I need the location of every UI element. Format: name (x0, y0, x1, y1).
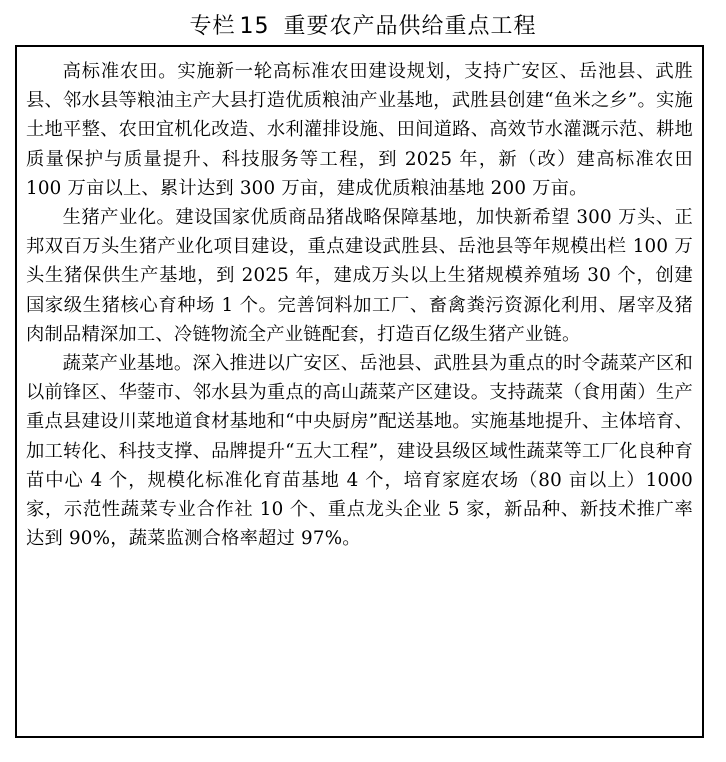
paragraph-pig-industrialization: 生猪产业化。建设国家优质商品猪战略保障基地，加快新希望 300 万头、正邦双百万头生猪产业化项目建设，重点建设武胜县、岳池县等年规模出栏 100 万头生猪保供生产基地，到 2025 年，建成万头以上生猪规模养殖场 30 个，创建国家级生猪核心育种场 1 个。完善饲料加工厂、畜禽粪污资源化利用、屠宰及猪肉制品精深加工、冷链物流全产业链配套，打造百亿级生猪产业链。 (26, 207, 693, 345)
column-title-number: 15 (239, 14, 270, 39)
column-title (0, 12, 726, 42)
paragraph-vegetable-base: 蔬菜产业基地。深入推进以广安区、岳池县、武胜县为重点的时令蔬菜产区和以前锋区、华蓥市、邻水县为重点的高山蔬菜产区建设。支持蔬菜（食用菌）生产重点县建设川菜地道食材基地和“中央厨房”配送基地。实施基地提升、主体培育、加工转化、科技支撑、品牌提升“五大工程”，建设县级区域性蔬菜等工厂化良种育苗中心 4 个，规模化标准化育苗基地 4 个，培育家庭农场（80 亩以上）1000 家，示范性蔬菜专业合作社 10 个、重点龙头企业 5 家，新品种、新技术推广率达到 90%，蔬菜监测合格率超过 97%。 (26, 353, 693, 550)
column-title-prefix: 专栏 (189, 14, 236, 39)
paragraph-high-standard-farmland: 高标准农田。实施新一轮高标准农田建设规划，支持广安区、岳池县、武胜县、邻水县等粮油主产大县打造优质粮油产业基地，武胜县创建“鱼米之乡”。实施土地平整、农田宜机化改造、水利灌排设施、田间道路、高效节水灌溉示范、耕地质量保护与质量提升、科技服务等工程，到 2025 年，新（改）建高标准农田 100 万亩以上、累计达到 300 万亩，建成优质粮油基地 200 万亩。 (26, 61, 693, 199)
column-box (15, 45, 704, 738)
column-title-text: 重要农产品供给重点工程 (283, 14, 537, 39)
